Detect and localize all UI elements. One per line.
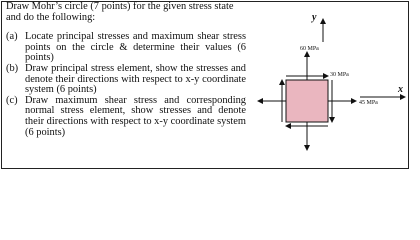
question-c-text: Draw maximum shear stress and corresponding normal stress element, show stresses and denote their directions with respect to x-y coordinate system (6 points) — [25, 94, 246, 138]
question-b-label: (b) — [6, 62, 19, 74]
x-axis-label: x — [398, 84, 403, 95]
y-axis-label: y — [312, 12, 317, 23]
right-stress-label: 45 MPa — [359, 100, 378, 106]
question-a-text: Locate principal stresses and maximum shear stress points on the circle & determine their values (6 points) — [25, 31, 246, 64]
top-stress-label: 60 MPa — [300, 46, 319, 52]
question-a-label: (a) — [6, 31, 18, 43]
stress-element — [286, 80, 328, 122]
shear-stress-label: 30 MPa — [330, 72, 349, 78]
question-b-text: Draw principal stress element, show the stresses and denote their directions with respect to x-y coordinate system (6 points) — [25, 62, 246, 96]
problem-intro: Draw Mohr’s circle (7 points) for the given stress state and do the following: — [6, 1, 234, 23]
question-c-label: (c) — [6, 94, 18, 106]
